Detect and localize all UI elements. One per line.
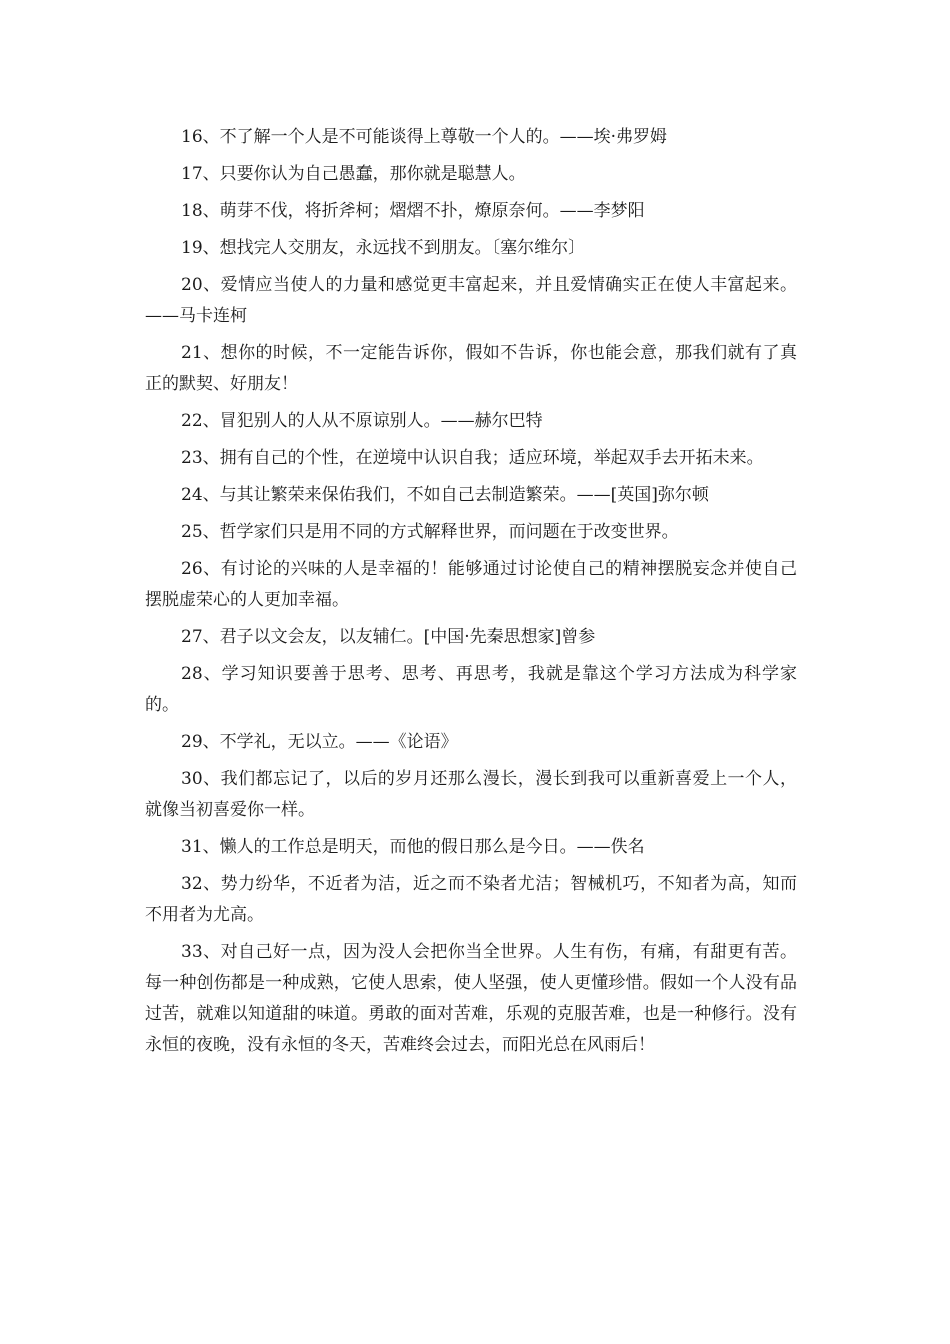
- quote-paragraph: 25、哲学家们只是用不同的方式解释世界，而问题在于改变世界。: [181, 522, 679, 542]
- quote-paragraph: 16、不了解一个人是不可能谈得上尊敬一个人的。——埃·弗罗姆: [181, 127, 668, 147]
- quote-paragraph: 29、不学礼，无以立。——《论语》: [181, 732, 458, 752]
- quote-paragraph: 27、君子以文会友，以友辅仁。[中国·先秦思想家]曾参: [181, 627, 596, 647]
- document-body: [145, 122, 797, 1067]
- quote-paragraph: 23、拥有自己的个性，在逆境中认识自我；适应环境，举起双手去开拓未来。: [181, 448, 764, 468]
- quote-paragraph: 30、我们都忘记了，以后的岁月还那么漫长，漫长到我可以重新喜爱上一个人，就像当初喜爱你一样。: [145, 769, 797, 820]
- quote-paragraph: 18、萌芽不伐，将折斧柯；熠熠不扑，燎原奈何。——李梦阳: [181, 201, 645, 221]
- quote-paragraph: 28、学习知识要善于思考、思考、再思考，我就是靠这个学习方法成为科学家的。: [145, 664, 797, 715]
- quote-paragraph: 32、势力纷华，不近者为洁，近之而不染者尤洁；智械机巧，不知者为高，知而不用者为尤高。: [145, 874, 797, 925]
- quote-paragraph: 17、只要你认为自己愚蠢，那你就是聪慧人。: [181, 164, 526, 184]
- quote-paragraph: 21、想你的时候，不一定能告诉你，假如不告诉，你也能会意，那我们就有了真正的默契、好朋友！: [145, 343, 797, 394]
- quote-paragraph: 33、对自己好一点，因为没人会把你当全世界。人生有伤，有痛，有甜更有苦。每一种创伤都是一种成熟，它使人思索，使人坚强，使人更懂珍惜。假如一个人没有品过苦，就难以知道甜的味道。勇敢的面对苦难，乐观的克服苦难，也是一种修行。没有永恒的夜晚，没有永恒的冬天，苦难终会过去，而阳光总在风雨后！: [145, 942, 797, 1055]
- quote-paragraph: 31、懒人的工作总是明天，而他的假日那么是今日。——佚名: [181, 837, 645, 857]
- quote-paragraph: 19、想找完人交朋友，永远找不到朋友。〔塞尔维尔〕: [181, 238, 586, 258]
- quote-paragraph: 22、冒犯别人的人从不原谅别人。——赫尔巴特: [181, 411, 543, 431]
- quote-paragraph: 20、爱情应当使人的力量和感觉更丰富起来，并且爱情确实正在使人丰富起来。——马卡连柯: [145, 275, 797, 326]
- quote-paragraph: 26、有讨论的兴味的人是幸福的！能够通过讨论使自己的精神摆脱妄念并使自己摆脱虚荣心的人更加幸福。: [145, 559, 797, 610]
- quote-paragraph: 24、与其让繁荣来保佑我们，不如自己去制造繁荣。——[英国]弥尔顿: [181, 485, 709, 505]
